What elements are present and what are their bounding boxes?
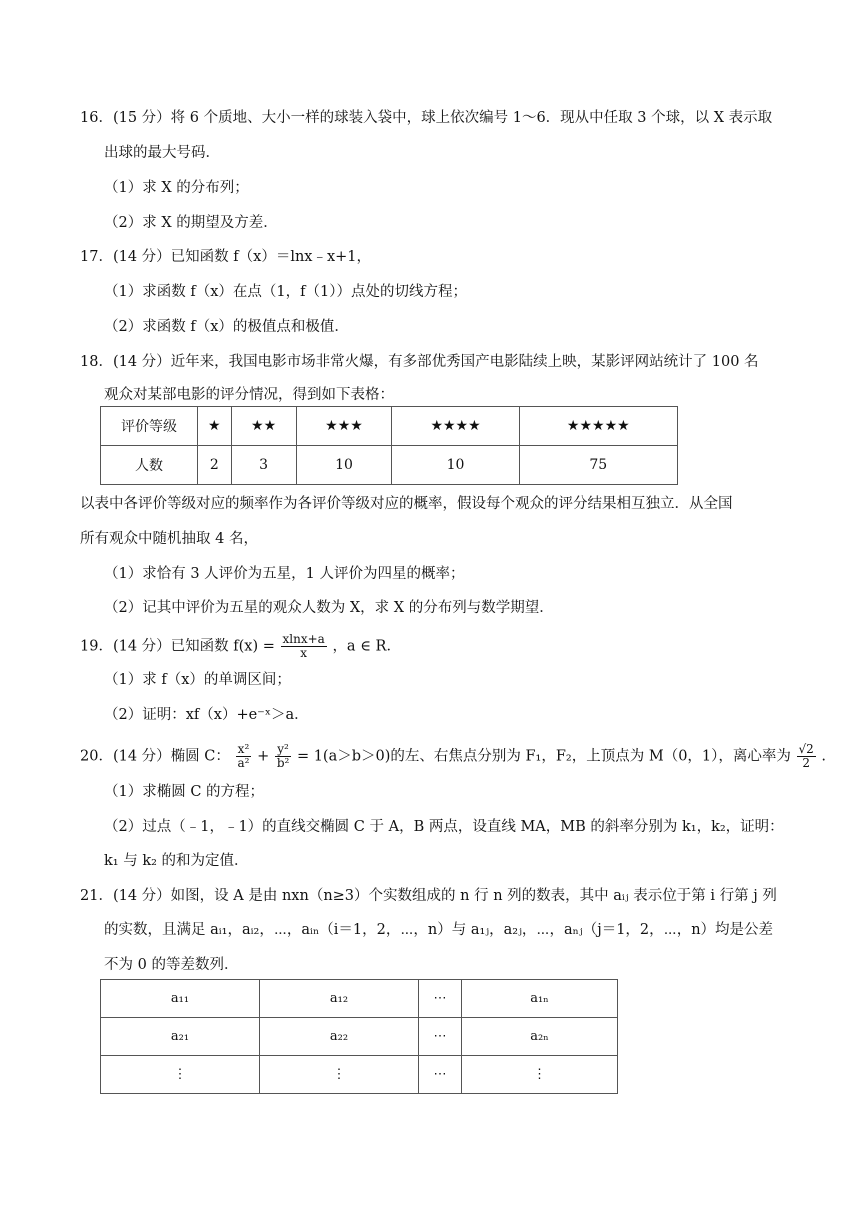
table-cell: a₁₂ — [260, 980, 419, 1018]
q17-sub-2: （2）求函数 f（x）的极值点和极值． — [104, 319, 349, 335]
q16-sub-1: （1）求 X 的分布列； — [104, 180, 249, 196]
table-cell: ⋯ — [419, 1056, 462, 1094]
table-cell: ⋮ — [260, 1056, 419, 1094]
q18-sub-1: （1）求恰有 3 人评价为五星，1 人评价为四星的概率； — [104, 566, 465, 582]
q21-line-3: 不为 0 的等差数列． — [104, 957, 239, 973]
table-header-cell: ★★★ — [296, 407, 392, 446]
q20-mid: = 1(a＞b＞0)的左、右焦点分别为 F₁，F₂，上顶点为 M（0，1），离心率为 — [296, 748, 791, 765]
table-cell: a₁₁ — [101, 980, 260, 1018]
q16-sub-2: （2）求 X 的期望及方差． — [104, 215, 278, 231]
q19-frac-den: x — [300, 646, 308, 660]
q21-line-1: 21．(14 分）如图，设 A 是由 nxn（n≥3）个实数组成的 n 行 n 列的数表，其中 aᵢⱼ 表示位于第 i 行第 j 列 — [80, 888, 777, 904]
q20-frac-x-num: x² — [237, 742, 250, 756]
q19-sub-1: （1）求 f（x）的单调区间； — [104, 672, 291, 688]
q20-line-3: k₁ 与 k₂ 的和为定值． — [104, 853, 249, 869]
table-cell: 10 — [392, 446, 519, 485]
q20-end: . — [821, 748, 827, 765]
q18-sub-2: （2）记其中评价为五星的观众人数为 X，求 X 的分布列与数学期望． — [104, 600, 554, 616]
table-header-cell: ★★ — [231, 407, 296, 446]
q20-frac-y-num: y² — [277, 742, 289, 756]
table-row — [101, 407, 678, 446]
q20-plus: + — [257, 748, 270, 765]
q16-line-2: 出球的最大号码． — [104, 145, 220, 161]
table-cell: a₂₁ — [101, 1018, 260, 1056]
q20-frac-e-den: 2 — [802, 756, 810, 770]
q17-line-1: 17．(14 分）已知函数 f（x）＝lnx﹣x+1， — [80, 249, 372, 265]
table-cell: 75 — [519, 446, 677, 485]
q19-line-1 — [80, 633, 401, 660]
table-header-cell: 评价等级 — [101, 407, 198, 446]
q19-frac-num: xlnx+a — [282, 632, 325, 646]
q18-line-3: 以表中各评价等级对应的频率作为各评价等级对应的概率，假设每个观众的评分结果相互独立．从全国 — [80, 496, 733, 512]
table-header-cell: ★ — [198, 407, 232, 446]
table-cell: ⋯ — [419, 1018, 462, 1056]
table-row — [101, 446, 678, 485]
table-cell: a₂₂ — [260, 1018, 419, 1056]
table-cell: a₁ₙ — [462, 980, 618, 1018]
table-row — [101, 1056, 618, 1094]
q20-frac-y — [275, 743, 292, 770]
q21-line-2: 的实数，且满足 aᵢ₁，aᵢ₂，⋯，aᵢₙ（i＝1，2，⋯，n）与 a₁ⱼ，a₂ⱼ，⋯，aₙⱼ（j＝1，2，⋯，n）均是公差 — [104, 922, 774, 938]
q20-frac-e — [797, 743, 816, 770]
q20-sub-1: （1）求椭圆 C 的方程； — [104, 784, 265, 800]
table-row — [101, 980, 618, 1018]
q20-frac-x-den: a² — [237, 756, 250, 770]
q18-line-4: 所有观众中随机抽取 4 名， — [80, 531, 258, 547]
q19-fraction — [281, 633, 327, 660]
q20-sub-2: （2）过点（﹣1，﹣1）的直线交椭圆 C 于 A，B 两点，设直线 MA，MB 的斜率分别为 k₁，k₂，证明： — [104, 819, 784, 835]
table-cell: ⋯ — [419, 980, 462, 1018]
q20-frac-y-den: b² — [276, 756, 290, 770]
matrix-table — [100, 979, 618, 1094]
table-cell: ⋮ — [462, 1056, 618, 1094]
rating-table — [100, 406, 678, 485]
q19-suffix: ，a ∈ R． — [332, 638, 401, 655]
table-cell: 人数 — [101, 446, 198, 485]
table-row — [101, 1018, 618, 1056]
table-cell: 10 — [296, 446, 392, 485]
q18-line-1: 18．(14 分）近年来，我国电影市场非常火爆，有多部优秀国产电影陆续上映，某影评网站统计了 100 名 — [80, 354, 759, 370]
table-header-cell: ★★★★ — [392, 407, 519, 446]
q18-line-2: 观众对某部电影的评分情况，得到如下表格： — [104, 387, 394, 403]
q16-line-1: 16．(15 分）将 6 个质地、大小一样的球装入袋中，球上依次编号 1～6．现从中任取 3 个球，以 X 表示取 — [80, 110, 773, 126]
q20-frac-e-num: √2 — [798, 742, 814, 756]
q20-frac-x — [235, 743, 251, 770]
q20-line-1 — [80, 743, 826, 770]
table-cell: 2 — [198, 446, 232, 485]
table-header-cell: ★★★★★ — [519, 407, 677, 446]
table-cell: a₂ₙ — [462, 1018, 618, 1056]
q19-sub-2: （2）证明：xf（x）+e⁻ˣ＞a． — [104, 707, 309, 723]
q19-prefix: 19．(14 分）已知函数 f(x) = — [80, 638, 275, 655]
q17-sub-1: （1）求函数 f（x）在点（1，f（1））点处的切线方程； — [104, 284, 467, 300]
table-cell: ⋮ — [101, 1056, 260, 1094]
q20-prefix: 20．(14 分）椭圆 C： — [80, 748, 230, 765]
table-cell: 3 — [231, 446, 296, 485]
